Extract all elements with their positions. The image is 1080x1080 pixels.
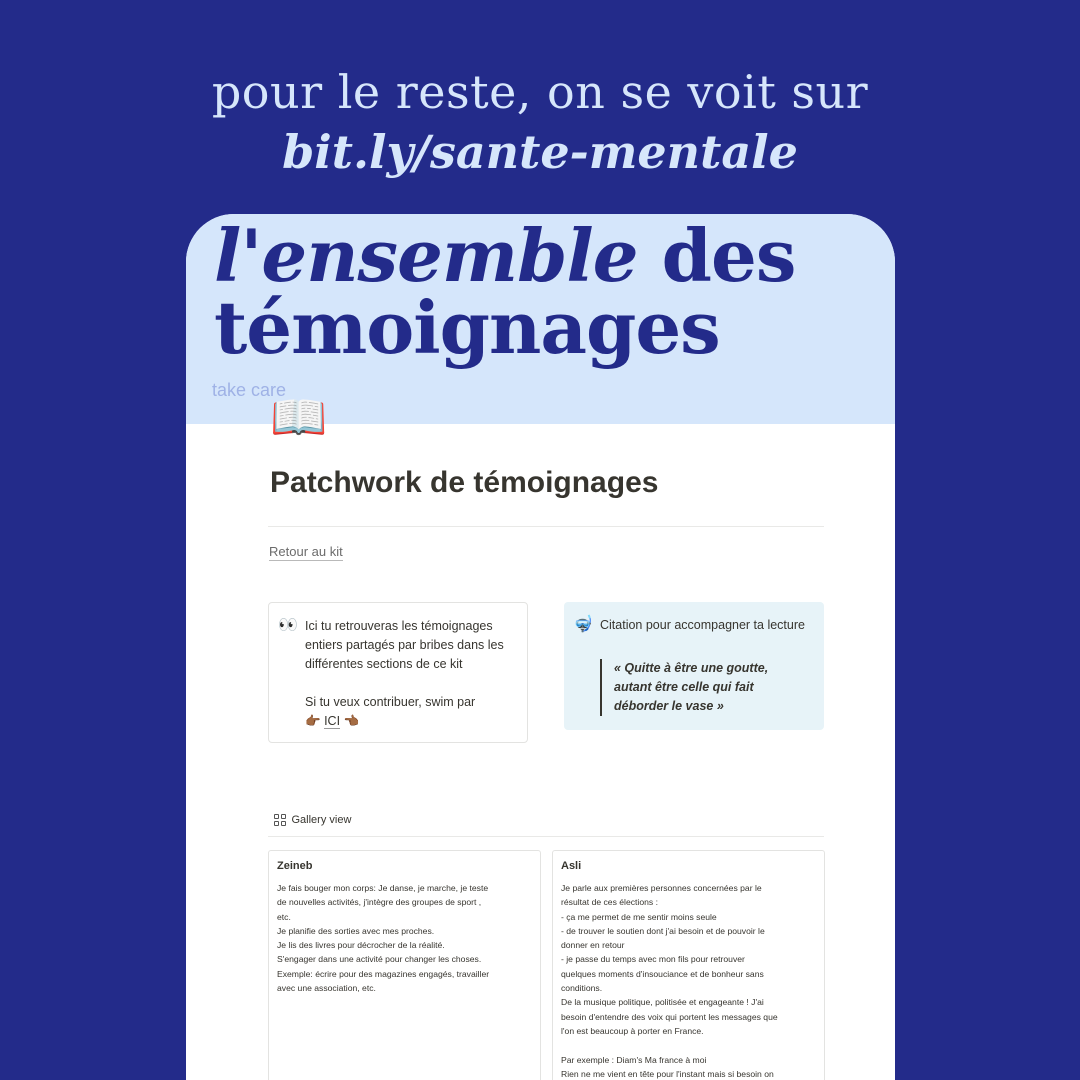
- gallery-divider: [268, 836, 824, 837]
- info-callout-paragraph2: Si tu veux contribuer, swim par: [305, 695, 476, 709]
- pointing-right-icon: 👉🏾: [305, 714, 321, 728]
- gallery-grid-icon: [274, 814, 286, 826]
- caption-line1: pour le reste, on se voit sur: [211, 65, 869, 119]
- info-callout-text: [305, 617, 519, 731]
- contribute-line: [305, 712, 519, 731]
- cover-title-line2: témoignages: [214, 285, 720, 370]
- top-caption: [0, 62, 1080, 182]
- gallery-card-name: Zeineb: [277, 860, 313, 872]
- cover-title-italic: l'ensemble: [214, 214, 638, 298]
- info-callout: [268, 602, 528, 743]
- quote-callout: [564, 602, 824, 730]
- pointing-left-icon: 👈🏾: [343, 714, 360, 728]
- gallery-view-label: Gallery view: [291, 814, 352, 826]
- divider: [268, 526, 824, 527]
- info-callout-paragraph1: Ici tu retrouveras les témoignages entiers partagés par bribes dans les différentes sections de ce kit: [305, 619, 504, 671]
- eyes-icon: 👀: [278, 617, 298, 634]
- quote-callout-text: Citation pour accompagner ta lecture: [600, 618, 805, 632]
- caption-url: bit.ly/sante-mentale: [282, 125, 798, 179]
- notion-page-card: [186, 214, 895, 1080]
- gallery-card-body: Je parle aux premières personnes concernées par le résultat de ces élections : - ça me permet de me sentir moins seule - de trouver le soutien dont j'ai besoin et de pouvoir le donner en retour - je passe du temps avec mon fils pour retrouver quelques moments d'insouciance et de bonheur sans conditions. De la musique politique, politisée et engageante ! J'ai besoin d'entendre des voix qui portent les messages que l'on est beaucoup à porter en France. Par exemple : Diam's Ma france à moi Rien ne me vient en tête pour l'instant mais si besoin on: [561, 883, 778, 1079]
- quote-block: « Quitte à être une goutte, autant être celle qui fait déborder le vase »: [600, 659, 805, 716]
- gallery-view-tab[interactable]: [274, 814, 351, 826]
- gallery-card-zeineb[interactable]: [268, 850, 541, 1080]
- open-book-icon[interactable]: 📖: [270, 391, 328, 443]
- cover-title: [214, 214, 894, 370]
- gallery-card-asli[interactable]: [552, 850, 825, 1080]
- cover-tagline: take care: [212, 380, 287, 400]
- gallery-card-body: Je fais bouger mon corps: Je danse, je marche, je teste de nouvelles activités, j'intègre des groupes de sport , etc. Je planifie des sorties avec mes proches. Je lis des livres pour décrocher de la réalité. S'engager dans une activité pour changer les choses. Exemple: écrire pour des magazines engagés, travailler avec une association, etc.: [277, 883, 490, 994]
- diving-mask-icon: 🤿: [573, 616, 593, 633]
- contribute-link[interactable]: ICI: [324, 714, 341, 728]
- gallery-card-name: Asli: [561, 860, 582, 872]
- cover-title-rest: des: [637, 214, 796, 298]
- page-title: Patchwork de témoignages: [270, 466, 659, 499]
- back-to-kit-link[interactable]: Retour au kit: [269, 544, 343, 559]
